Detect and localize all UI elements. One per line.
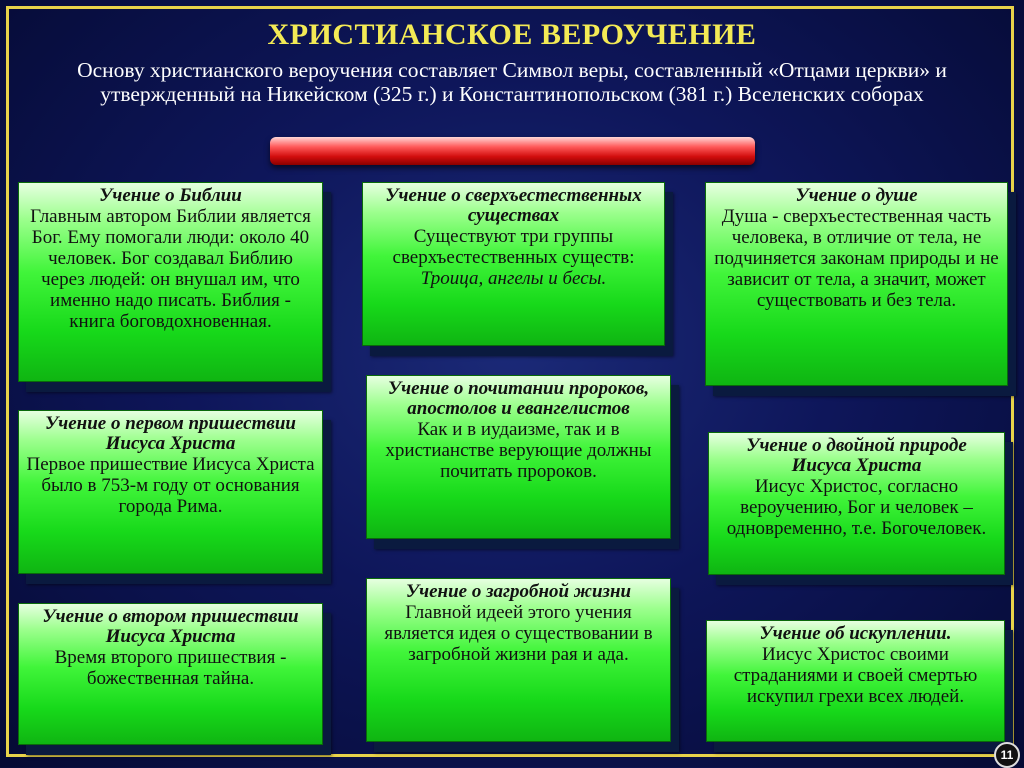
card-body: Иисус Христос, согласно вероучению, Бог и человек – одновременно, т.е. Богочеловек. [726, 476, 987, 539]
card-body: Главной идеей этого учения является идея о существовании в загробной жизни рая и ада. [384, 602, 653, 665]
card-body: Первое пришествие Иисуса Христа было в 753-м году от основания города Рима. [26, 454, 315, 517]
decorative-red-bar [270, 137, 755, 165]
card-prophets [366, 375, 671, 539]
card-heading: Учение об искуплении. [759, 623, 952, 644]
slide-subtitle: Основу христианского вероучения составляет Символ веры, составленный «Отцами церкви» и утвержденный на Никейском (325 г.) и Константинопольском (381 г.) Вселенских соборах [77, 58, 947, 106]
card-soul [705, 182, 1008, 386]
card-body: Главным автором Библии является Бог. Ему помогали люди: около 40 человек. Бог создавал Библию через людей: он внушал им, что именно надо писать. Библия - книга боговдохновенная. [30, 206, 311, 332]
card-heading: Учение о двойной природе Иисуса Христа [746, 435, 967, 476]
card-heading: Учение о загробной жизни [405, 581, 632, 602]
card-heading: Учение о сверхъестественных существах [385, 185, 642, 226]
card-body: Душа - сверхъестественная часть человека, в отличие от тела, не подчиняется законам природы и не зависит от тела, а значит, может существовать и без тела. [714, 206, 999, 311]
card-heading: Учение о втором пришествии Иисуса Христа [42, 606, 299, 647]
card-bible [18, 182, 323, 382]
card-dual-nature [708, 432, 1005, 575]
page-number-badge: 11 [994, 742, 1020, 768]
card-body [369, 226, 658, 289]
card-body: Иисус Христос своими страданиями и своей смертью искупил грехи всех людей. [733, 644, 978, 707]
card-body-italic: Троица, ангелы и бесы. [420, 268, 607, 289]
card-heading: Учение о душе [795, 185, 918, 206]
card-supernatural [362, 182, 665, 346]
card-heading: Учение о почитании пророков, апостолов и евангелистов [387, 378, 650, 419]
card-first-coming [18, 410, 323, 574]
card-body: Как и в иудаизме, так и в христианстве верующие должны почитать пророков. [385, 419, 652, 482]
card-body-text: Существуют три группы сверхъестественных существ: [392, 226, 635, 268]
card-heading: Учение о Библии [99, 185, 242, 206]
card-afterlife [366, 578, 671, 742]
card-body: Время второго пришествия - божественная тайна. [54, 647, 287, 689]
card-redemption [706, 620, 1005, 742]
slide-title: ХРИСТИАНСКОЕ ВЕРОУЧЕНИЕ [267, 18, 757, 51]
card-second-coming [18, 603, 323, 745]
card-heading: Учение о первом пришествии Иисуса Христа [45, 413, 296, 454]
